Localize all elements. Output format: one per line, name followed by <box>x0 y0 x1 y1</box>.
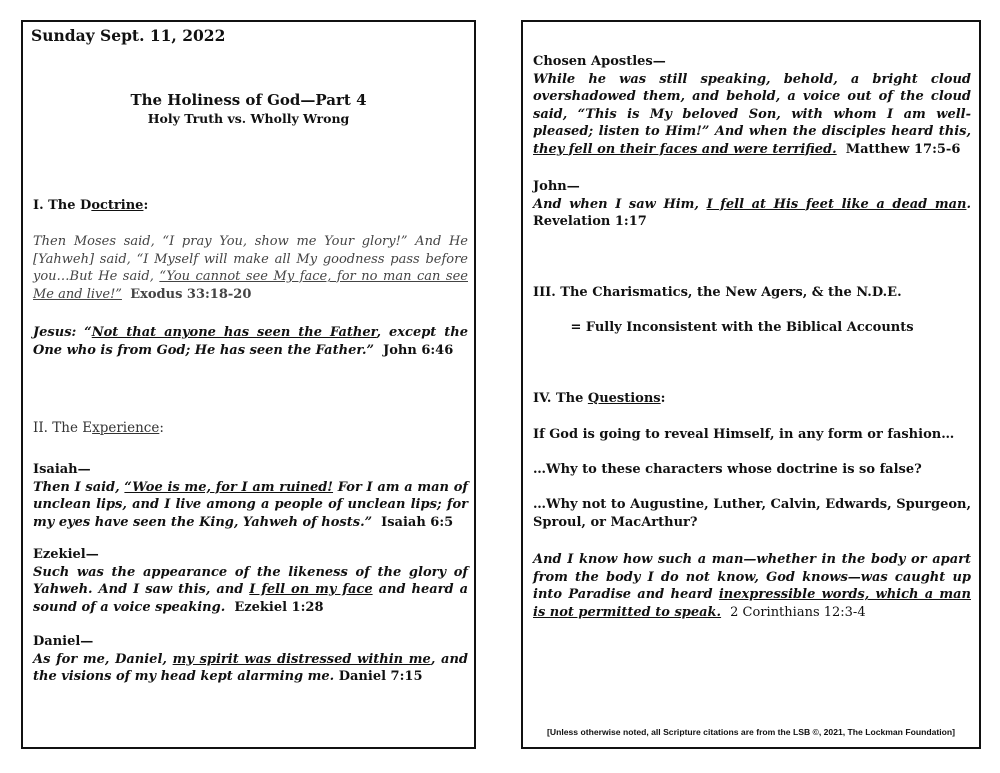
passage-text: , and the visions of my head kept alarming me. <box>33 651 468 684</box>
scripture-reference: Revelation 1:17 <box>533 214 647 229</box>
left-page <box>21 20 476 749</box>
john-block <box>533 178 971 231</box>
passage-text: While he was still speaking, behold, a bright cloud overshadowed them, and behold, a voice out of the cloud said, “This is My beloved Son, with whom I am well-pleased; listen to Him!” And when the disciples heard this, <box>533 71 971 139</box>
copyright-footnote: [Unless otherwise noted, all Scripture citations are from the LSB ©, 2021, The Lockman Foundation] <box>547 727 955 737</box>
heading-colon: : <box>143 198 149 213</box>
right-page <box>521 20 981 749</box>
witness-name: John— <box>533 179 580 194</box>
passage-text: Jesus: “ <box>33 325 92 340</box>
prophet-name: Isaiah— <box>33 462 91 477</box>
daniel-block <box>33 633 468 686</box>
passage-underlined: inexpressible words, which a man is not permitted to speak. <box>533 587 971 620</box>
passage-text: Such was the appearance of the likeness of the glory of Yahweh. And I saw this, and <box>33 564 468 597</box>
passage-text: Then Moses said, “I pray You, show me Your glory!” And He [Yahweh] said, “I Myself will make all My goodness pass before you…But He said, <box>33 234 468 284</box>
passage-text: and heard a sound of a voice speaking. <box>33 582 468 615</box>
apostles-block <box>533 53 971 158</box>
title-block <box>23 91 474 126</box>
section-4-heading <box>533 390 971 408</box>
passage-text: For I am a man of unclean lips, and I live among a people of unclean lips; for my eyes have seen the King, Yahweh of hosts.” <box>33 479 468 530</box>
passage-underlined: they fell on their faces and were terrified. <box>533 141 837 157</box>
question-2: …Why to these characters whose doctrine is so false? <box>533 462 922 477</box>
heading-part: II. The E <box>33 420 93 436</box>
section-3-conclusion: = Fully Inconsistent with the Biblical Accounts <box>570 320 914 335</box>
passage-underlined: “Woe is me, for I am ruined! <box>124 479 334 495</box>
heading-underlined: xperience <box>92 420 160 436</box>
scripture-reference: John 6:46 <box>383 342 454 358</box>
exodus-passage <box>33 233 468 303</box>
passage-underlined: Not that anyone has seen the Father <box>91 325 377 340</box>
heading-colon: : <box>660 391 666 406</box>
sermon-date: Sunday Sept. 11, 2022 <box>31 26 226 45</box>
passage-underlined: “You cannot see My face, for no man can see Me and live!” <box>33 269 468 302</box>
heading-part: I. The D <box>33 198 92 213</box>
passage-text: Then I said, <box>33 479 125 495</box>
heading-underlined: Questions <box>587 391 661 406</box>
scripture-reference: Ezekiel 1:28 <box>234 599 324 615</box>
passage-underlined: I fell on my face <box>249 582 373 597</box>
passage-text: And when I saw Him, <box>533 196 707 212</box>
john-6-passage <box>33 324 468 359</box>
passage-text: , except the One who is from God; He has seen the Father.” <box>33 325 468 358</box>
section-2-heading <box>33 420 468 438</box>
scripture-reference: 2 Corinthians 12:3-4 <box>730 604 866 620</box>
witness-name: Chosen Apostles— <box>533 54 666 69</box>
heading-underlined: octrine <box>91 198 144 213</box>
corinthians-passage <box>533 551 971 621</box>
prophet-name: Daniel— <box>33 634 94 649</box>
sermon-title: The Holiness of God—Part 4 <box>130 91 367 109</box>
heading-part: IV. The <box>533 391 588 406</box>
passage-underlined: I fell at His feet like a dead man <box>706 196 967 212</box>
sermon-subtitle: Holy Truth vs. Wholly Wrong <box>147 111 350 126</box>
passage-text: And I know how such a man—whether in the body or apart from the body I do not know, God knows—was caught up into Paradise and heard <box>533 552 971 602</box>
section-3-heading: III. The Charismatics, the New Agers, & the N.D.E. <box>533 285 902 300</box>
question-3: …Why not to Augustine, Luther, Calvin, Edwards, Spurgeon, Sproul, or MacArthur? <box>533 497 971 530</box>
scripture-reference: Daniel 7:15 <box>338 669 423 684</box>
scripture-reference: Exodus 33:18-20 <box>130 286 252 302</box>
question-1: If God is going to reveal Himself, in any form or fashion… <box>533 427 955 442</box>
prophet-name: Ezekiel— <box>33 547 99 562</box>
section-1-heading <box>33 197 468 215</box>
passage-underlined: my spirit was distressed within me <box>172 651 431 667</box>
heading-colon: : <box>159 420 164 436</box>
passage-text: As for me, Daniel, <box>33 651 173 667</box>
passage-text: . <box>966 196 972 212</box>
scripture-reference: Matthew 17:5-6 <box>845 141 961 157</box>
scripture-reference: Isaiah 6:5 <box>381 514 454 530</box>
isaiah-block <box>33 461 468 531</box>
ezekiel-block <box>33 546 468 616</box>
